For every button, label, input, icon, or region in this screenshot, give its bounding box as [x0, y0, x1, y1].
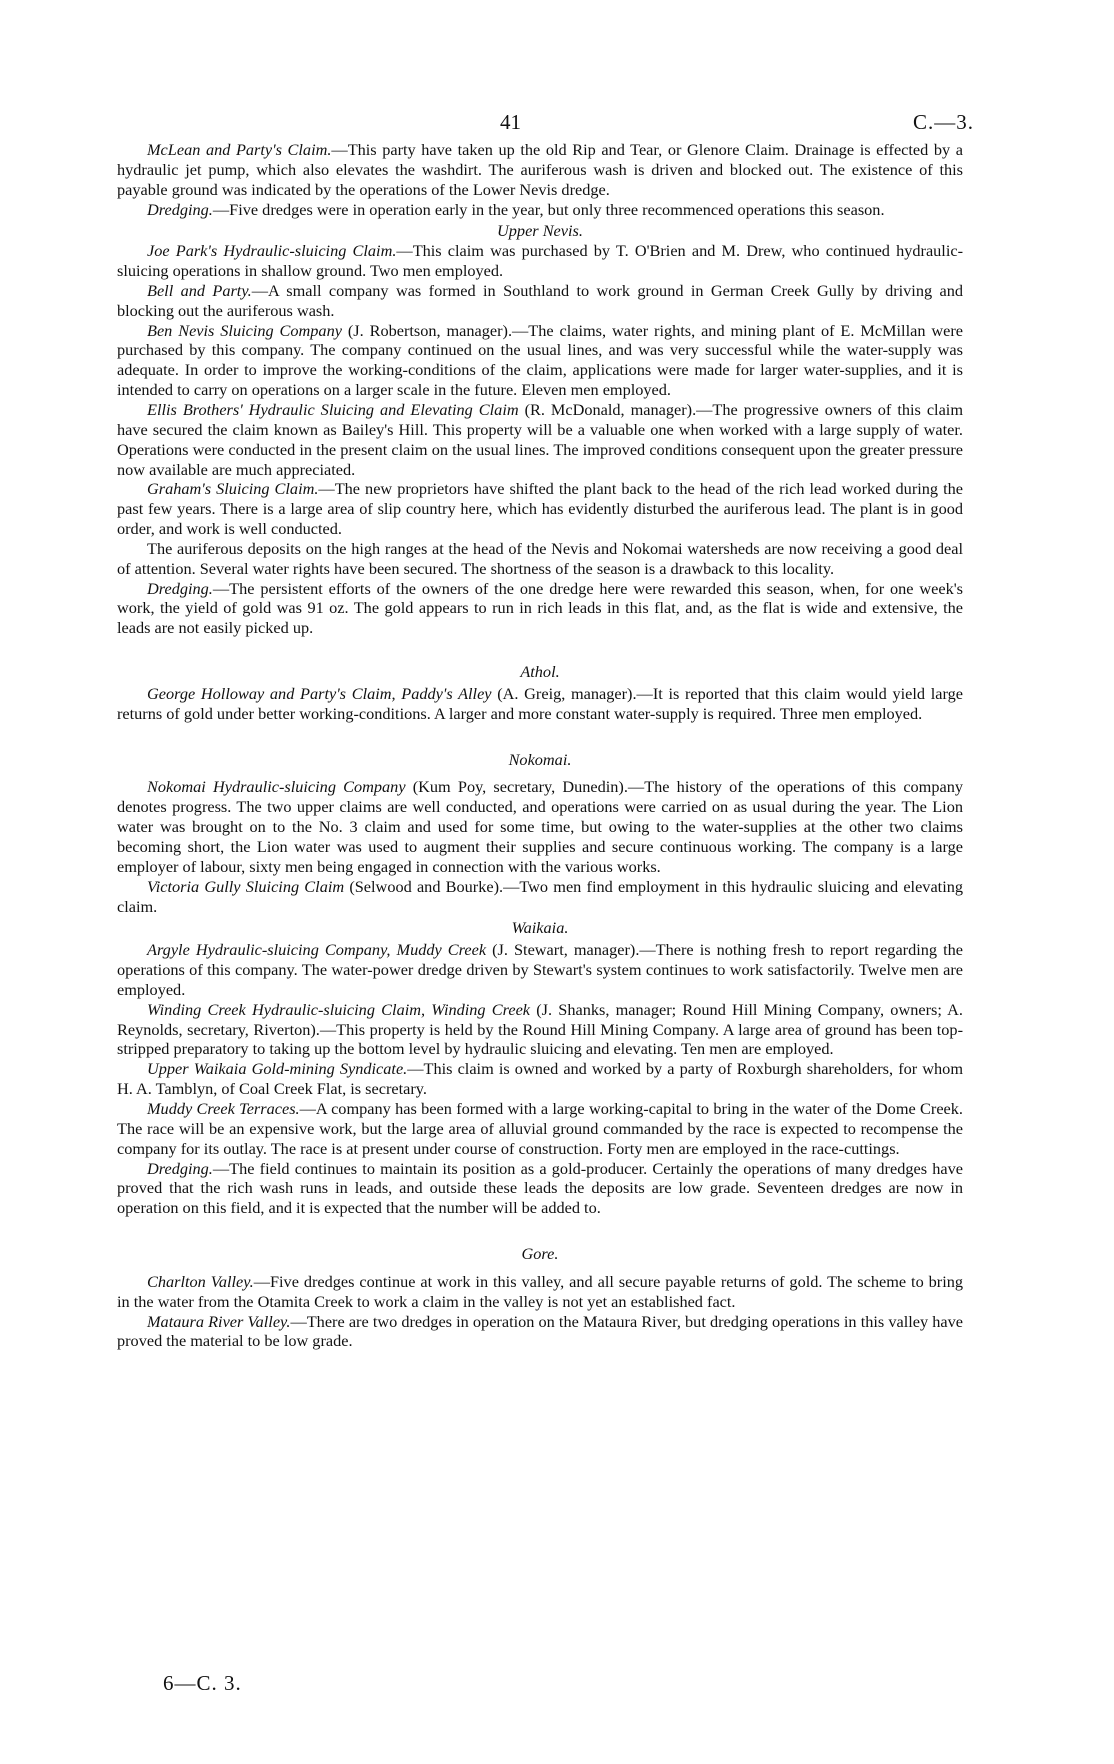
paragraph	[117, 684, 963, 724]
paragraph-text: —Five dredges were in operation early in the year, but only three recommenced operations this season.	[212, 199, 885, 219]
paragraph-text: (J. Robertson, manager).—The claims, water rights, and mining plant of E. McMillan were purchased by this company. The company continued on the usual lines, and was very successful while the water-supply was adequate. In order to improve the working-conditions of the claim, applications were made for larger water-supplies, and it is intended to carry on operations on a larger scale in the future. Eleven men employed.	[117, 320, 963, 400]
paragraph-lead: Ben Nevis Sluicing Company	[147, 320, 342, 340]
paragraph-lead: Dredging.	[147, 1158, 213, 1178]
paragraph-text: (J. Shanks, manager; Round Hill Mining Company, owners; A. Reynolds, secretary, Riverton).—This property is held by the Round Hill Mining Company. A large area of ground has been top-stripped preparatory to taking up the bottom level by hydraulic sluicing and elevating. Ten men are employed.	[117, 999, 963, 1059]
paragraph-lead: Winding Creek Hydraulic-sluicing Claim, Winding Creek	[147, 999, 531, 1019]
paragraph	[117, 1099, 963, 1159]
document-reference: C.—3.	[912, 110, 974, 134]
paragraph-lead: Charlton Valley.	[147, 1271, 254, 1291]
paragraph-text: (R. McDonald, manager).—The progressive owners of this claim have secured the claim known as Bailey's Hill. This property will be a valuable one when worked with a large supply of water. Operations were conducted in the present claim on the usual lines. The improved conditions consequent upon the greater pressure now available are much appreciated.	[117, 399, 963, 479]
paragraph-text: The auriferous deposits on the high ranges at the head of the Nevis and Nokomai watersheds are now receiving a good deal of attention. Several water rights have been secured. The shortness of the season is a drawback to this locality.	[117, 538, 963, 578]
paragraph-lead: McLean and Party's Claim.	[147, 140, 332, 159]
paragraph	[117, 877, 963, 917]
paragraph-text: —This party have taken up the old Rip and Tear, or Glenore Claim. Drainage is effected by a hydraulic jet pump, which also elevates the washdirt. The auriferous wash is driven and blocked out. The existence of this payable ground was indicated by the operations of the Lower Nevis dredge.	[117, 140, 963, 199]
paragraph-text: (J. Stewart, manager).—There is nothing fresh to report regarding the operations of this company. The water-power dredge driven by Stewart's system continues to work satisfactorily. Twelve men are employed.	[117, 940, 963, 999]
paragraph	[117, 539, 963, 579]
paragraph-lead: Victoria Gully Sluicing Claim	[147, 876, 345, 896]
paragraph	[117, 1159, 963, 1219]
paragraph-lead: Muddy Creek Terraces.	[147, 1098, 300, 1118]
paragraph-lead: Graham's Sluicing Claim.	[147, 479, 319, 499]
page-header	[0, 110, 1114, 140]
paragraph-text: (Selwood and Bourke).—Two men find employment in this hydraulic sluicing and elevating claim.	[117, 876, 963, 916]
paragraph	[117, 241, 963, 281]
paragraph	[117, 1000, 963, 1060]
body-text	[117, 140, 963, 1351]
paragraph-lead: Dredging.	[147, 578, 213, 598]
paragraph-text: —The persistent efforts of the owners of the one dredge here were rewarded this season, when, for one week's work, the yield of gold was 91 oz. The gold appears to run in rich leads in this flat, and, as the flat is wide and extensive, the leads are not easily picked up.	[117, 578, 963, 638]
paragraph-text: —There are two dredges in operation on the Mataura River, but dredging operations in this valley have proved the material to be low grade.	[117, 1311, 963, 1351]
paragraph-text: (A. Greig, manager).—It is reported that this claim would yield large returns of gold under better working-conditions. A larger and more constant water-supply is required. Three men employed.	[117, 683, 963, 723]
paragraph	[117, 1272, 963, 1312]
paragraph	[117, 321, 963, 400]
paragraph	[117, 479, 963, 539]
section-heading: Waikaia.	[511, 918, 569, 938]
section-heading: Nokomai.	[508, 749, 572, 769]
section-heading: Upper Nevis.	[497, 221, 583, 241]
paragraph-text: —This claim was purchased by T. O'Brien and M. Drew, who continued hydraulic-sluicing operations in shallow ground. Two men employed.	[117, 241, 964, 281]
paragraph-text: —The new proprietors have shifted the plant back to the head of the rich lead worked during the past few years. There is a large area of slip country here, which has evidently disturbed the auriferous lead. The plant is in good order, and work is well conducted.	[117, 479, 963, 539]
paragraph-text: —This claim is owned and worked by a party of Roxburgh shareholders, for whom H. A. Tamblyn, of Coal Creek Flat, is secretary.	[117, 1059, 963, 1099]
paragraph-lead: Upper Waikaia Gold-mining Syndicate.	[147, 1059, 408, 1079]
paragraph-lead: Dredging.	[147, 199, 213, 219]
paragraph-lead: Argyle Hydraulic-sluicing Company, Muddy Creek	[147, 940, 487, 960]
paragraph	[117, 777, 963, 876]
paragraph-lead: Ellis Brothers' Hydraulic Sluicing and Elevating Claim	[147, 399, 519, 419]
paragraph	[117, 281, 963, 321]
paragraph	[117, 400, 963, 479]
paragraph	[117, 1059, 963, 1099]
paragraph	[117, 140, 963, 200]
paragraph	[117, 579, 963, 639]
paragraph-text: —The field continues to maintain its position as a gold-producer. Certainly the operations of many dredges have proved that the rich wash runs in leads, and outside these leads the deposits are low grade. Seventeen dredges are now in operation on this field, and it is expected that the number will be added to.	[117, 1158, 963, 1218]
paragraph-lead: Mataura River Valley.	[147, 1311, 291, 1331]
paragraph-lead: George Holloway and Party's Claim, Paddy's Alley	[147, 683, 492, 703]
page-footer-signature: 6—C. 3.	[163, 1671, 242, 1695]
paragraph-text: (Kum Poy, secretary, Dunedin).—The history of the operations of this company denotes progress. The two upper claims are well conducted, and operations were carried on as usual during the year. The Lion water was brought on to the No. 3 claim and used for some time, but owing to the water-supplies at the other two claims becoming short, the Lion water was used to augment their supplies and secure continuous working. The company is a large employer of labour, sixty men being engaged in connection with the various works.	[117, 777, 963, 876]
section-heading: Gore.	[521, 1244, 559, 1264]
paragraph-text: —A company has been formed with a large working-capital to bring in the water of the Dome Creek. The race will be an expensive work, but the large area of alluvial ground commanded by the race is expected to recompense the company for its outlay. The race is at present under course of construction. Forty men are employed in the race-cuttings.	[117, 1098, 963, 1158]
paragraph	[117, 1312, 963, 1352]
paragraph-text: —Five dredges continue at work in this valley, and all secure payable returns of gold. The scheme to bring in the water from the Otamita Creek to work a claim in the valley is not yet an established fact.	[117, 1271, 963, 1311]
paragraph-lead: Bell and Party.	[147, 280, 252, 300]
section-heading: Athol.	[520, 662, 560, 682]
paragraph	[117, 200, 963, 220]
page-number: 41	[500, 110, 521, 134]
paragraph	[117, 940, 963, 1000]
paragraph-text: —A small company was formed in Southland to work ground in German Creek Gully by driving and blocking out the auriferous wash.	[117, 280, 963, 320]
paragraph-lead: Joe Park's Hydraulic-sluicing Claim.	[147, 241, 397, 261]
paragraph-lead: Nokomai Hydraulic-sluicing Company	[147, 777, 406, 797]
